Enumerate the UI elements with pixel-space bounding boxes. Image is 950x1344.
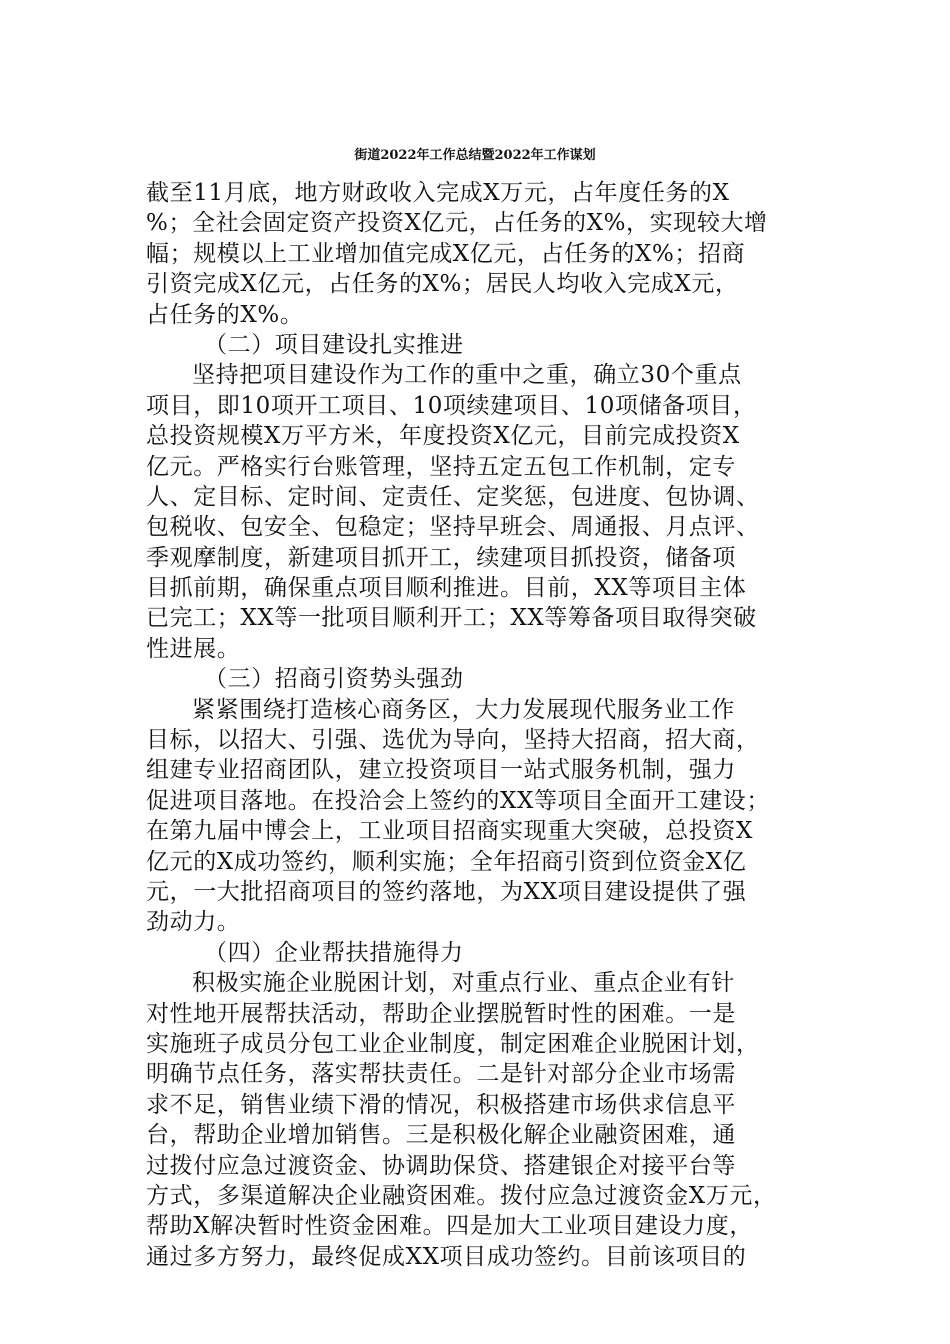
body-text-line: 季观摩制度，新建项目抓开工，续建项目抓投资，储备项 (146, 544, 736, 571)
body-text-line: 在第九届中博会上，工业项目招商实现重大突破，总投资X (146, 818, 753, 845)
body-text-line: 总投资规模X万平方米，年度投资X亿元，目前完成投资X (146, 423, 740, 450)
body-text-line: 明确节点任务，落实帮扶责任。二是针对部分企业市场需 (146, 1061, 736, 1088)
body-text-line: 人、定目标、定时间、定责任、定奖惩，包进度、包协调、 (146, 483, 760, 510)
body-text-line: 积极实施企业脱困计划，对重点行业、重点企业有针 (192, 970, 735, 997)
section-heading: （四）企业帮扶措施得力 (204, 939, 464, 966)
body-text-line: 帮助X解决暂时性资金困难。四是加大工业项目建设力度， (146, 1213, 753, 1240)
body-text-line: 亿元。严格实行台账管理，坚持五定五包工作机制，定专 (146, 453, 736, 480)
body-text-line: 实施班子成员分包工业企业制度，制定困难企业脱困计划， (146, 1030, 760, 1057)
body-text-line: 组建专业招商团队，建立投资项目一站式服务机制，强力 (146, 757, 736, 784)
section-heading: （三）招商引资势头强劲 (204, 666, 464, 693)
body-text-line: 占任务的X%。 (146, 301, 304, 328)
body-text-line: 引资完成X亿元，占任务的X%；居民人均收入完成X元， (146, 271, 739, 298)
body-text-line: 促进项目落地。在投洽会上签约的XX等项目全面开工建设； (146, 787, 770, 814)
section-heading: （二）项目建设扎实推进 (204, 331, 464, 358)
body-text-line: 劲动力。 (146, 909, 241, 936)
body-text-line: 过拨付应急过渡资金、协调助保贷、搭建银企对接平台等 (146, 1152, 736, 1179)
body-text-line: %；全社会固定资产投资X亿元，占任务的X%，实现较大增 (146, 210, 768, 237)
body-text-line: 幅；规模以上工业增加值完成X亿元，占任务的X%；招商 (146, 240, 746, 267)
body-text-line: 包税收、包安全、包稳定；坚持早班会、周通报、月点评、 (146, 514, 760, 541)
body-text-line: 坚持把项目建设作为工作的重中之重，确立30个重点 (192, 362, 742, 389)
document-body (146, 178, 826, 1272)
document-title: 街道2022年工作总结暨2022年工作谋划 (354, 148, 596, 163)
body-text-line: 方式，多渠道解决企业融资困难。拨付应急过渡资金X万元， (146, 1182, 777, 1209)
body-text-line: 紧紧围绕打造核心商务区，大力发展现代服务业工作 (192, 696, 735, 723)
body-text-line: 对性地开展帮扶活动，帮助企业摆脱暂时性的困难。一是 (146, 1000, 736, 1027)
body-text-line: 目标，以招大、引强、选优为导向，坚持大招商，招大商， (146, 727, 760, 754)
body-text-line: 台，帮助企业增加销售。三是积极化解企业融资困难，通 (146, 1122, 736, 1149)
body-text-line: 已完工；XX等一批项目顺利开工；XX等筹备项目取得突破 (146, 605, 757, 632)
body-text-line: 目抓前期，确保重点项目顺利推进。目前，XX等项目主体 (146, 575, 747, 602)
body-text-line: 通过多方努力，最终促成XX项目成功签约。目前该项目的 (146, 1243, 747, 1270)
body-text-line: 项目，即10项开工项目、10项续建项目、10项储备项目， (146, 392, 757, 419)
body-text-line: 截至11月底，地方财政收入完成X万元，占年度任务的X (146, 180, 730, 206)
body-text-line: 元，一大批招商项目的签约落地，为XX项目建设提供了强 (146, 878, 747, 905)
body-text-line: 求不足，销售业绩下滑的情况，积极搭建市场供求信息平 (146, 1091, 736, 1118)
body-text-line: 亿元的X成功签约，顺利实施；全年招商引资到位资金X亿 (146, 848, 747, 875)
body-text-line: 性进展。 (146, 635, 241, 662)
